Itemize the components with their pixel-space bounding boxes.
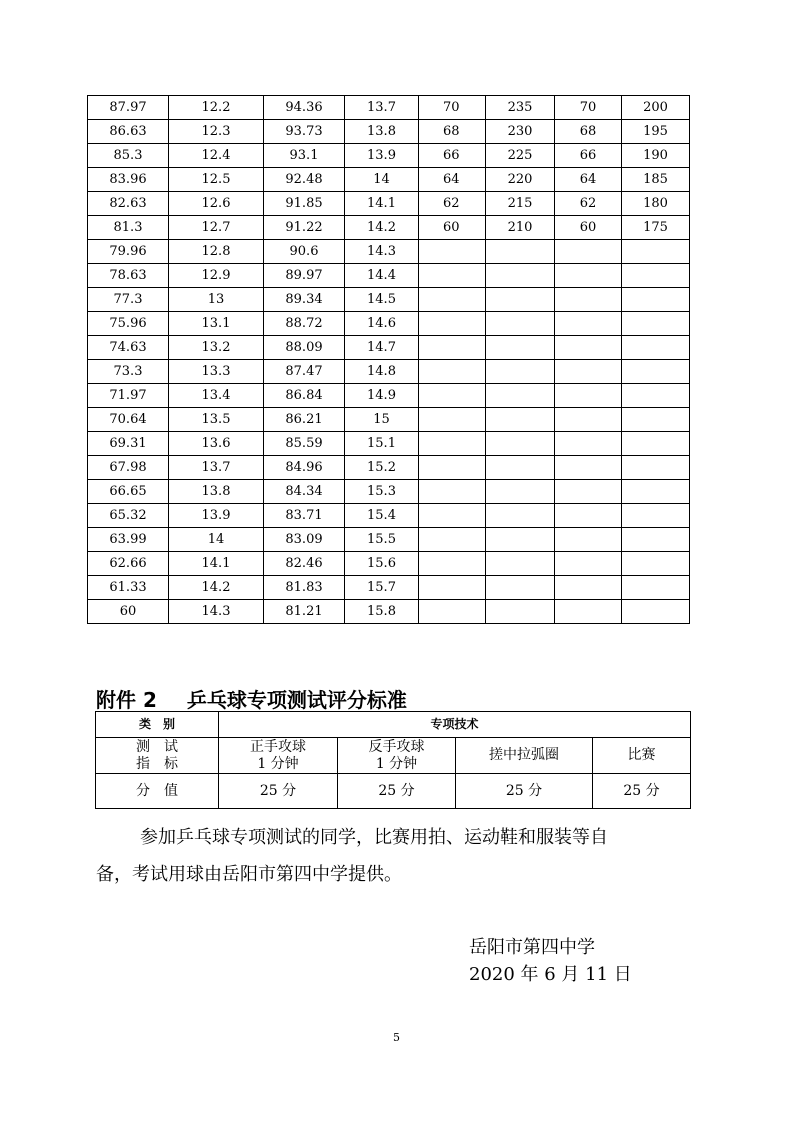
table-row [88, 360, 690, 384]
table-cell: 93.73 [264, 120, 345, 144]
table-cell: 185 [622, 168, 690, 192]
table-cell [486, 576, 555, 600]
table-cell [622, 480, 690, 504]
table-cell: 86.63 [88, 120, 169, 144]
table-cell: 89.97 [264, 264, 345, 288]
attachment-label: 附件 2 [96, 688, 157, 712]
table-cell: 70 [555, 96, 622, 120]
table-cell: 14 [345, 168, 419, 192]
score-label: 分 值 [96, 774, 219, 809]
table-row [88, 192, 690, 216]
signature-date: 2020 年 6 月 11 日 [469, 964, 632, 985]
table-cell [486, 312, 555, 336]
table-cell: 14.9 [345, 384, 419, 408]
table-cell [555, 240, 622, 264]
item-backhand [338, 738, 456, 774]
table-cell: 65.32 [88, 504, 169, 528]
table-cell: 88.72 [264, 312, 345, 336]
table-cell [555, 456, 622, 480]
table-cell: 195 [622, 120, 690, 144]
table-cell: 12.3 [169, 120, 264, 144]
table-cell: 60 [88, 600, 169, 624]
table-cell [419, 456, 486, 480]
item-loop [456, 738, 593, 774]
table-row [88, 576, 690, 600]
table-row [88, 120, 690, 144]
table-cell [486, 408, 555, 432]
table-row [88, 384, 690, 408]
table-cell: 13.7 [345, 96, 419, 120]
table-cell: 91.22 [264, 216, 345, 240]
table-cell: 75.96 [88, 312, 169, 336]
table-cell [486, 384, 555, 408]
table-cell: 91.85 [264, 192, 345, 216]
table-row [88, 288, 690, 312]
table-cell: 89.34 [264, 288, 345, 312]
table-cell: 13.9 [345, 144, 419, 168]
table-cell: 63.99 [88, 528, 169, 552]
table-cell: 77.3 [88, 288, 169, 312]
item-forehand-duration: 1 分钟 [257, 755, 299, 772]
table-row [88, 408, 690, 432]
table-cell: 83.09 [264, 528, 345, 552]
table-row [88, 96, 690, 120]
table-cell: 85.3 [88, 144, 169, 168]
table-cell: 13.2 [169, 336, 264, 360]
table-cell: 14.8 [345, 360, 419, 384]
table-cell: 15.2 [345, 456, 419, 480]
table-cell: 14.5 [345, 288, 419, 312]
table-cell: 15.8 [345, 600, 419, 624]
table-cell: 66.65 [88, 480, 169, 504]
table-cell [555, 288, 622, 312]
table-cell: 83.96 [88, 168, 169, 192]
table-cell: 84.96 [264, 456, 345, 480]
table-cell [555, 480, 622, 504]
table-cell [555, 264, 622, 288]
table-cell: 225 [486, 144, 555, 168]
table-cell: 190 [622, 144, 690, 168]
table-cell [555, 408, 622, 432]
table-cell: 62.66 [88, 552, 169, 576]
table-cell [622, 504, 690, 528]
table-cell: 87.97 [88, 96, 169, 120]
table-header-row [96, 712, 691, 738]
table-cell [419, 312, 486, 336]
score-value: 25 分 [219, 774, 338, 809]
item-match [593, 738, 691, 774]
table-cell [486, 456, 555, 480]
table-cell: 87.47 [264, 360, 345, 384]
table-cell [419, 360, 486, 384]
table-row [88, 456, 690, 480]
table-cell: 15.3 [345, 480, 419, 504]
table-cell: 14.3 [345, 240, 419, 264]
table-cell [486, 360, 555, 384]
item-forehand [219, 738, 338, 774]
table-row [88, 504, 690, 528]
table-cell: 13.8 [345, 120, 419, 144]
table-cell: 62 [555, 192, 622, 216]
table-cell [622, 264, 690, 288]
table-cell [419, 288, 486, 312]
table-cell: 93.1 [264, 144, 345, 168]
signature-org: 岳阳市第四中学 [469, 937, 595, 958]
table-cell: 14 [169, 528, 264, 552]
pingpong-standards-table [95, 711, 691, 809]
table-cell: 94.36 [264, 96, 345, 120]
table-cell [555, 552, 622, 576]
table-cell: 60 [555, 216, 622, 240]
indicator-label-line2: 指 标 [136, 755, 178, 772]
table-cell: 88.09 [264, 336, 345, 360]
table-cell: 81.83 [264, 576, 345, 600]
table-cell: 68 [419, 120, 486, 144]
table-cell: 13.8 [169, 480, 264, 504]
score-table [87, 95, 690, 624]
table-cell: 235 [486, 96, 555, 120]
table-cell [555, 432, 622, 456]
table-cell: 13.1 [169, 312, 264, 336]
indicator-row [96, 738, 691, 774]
table-cell: 220 [486, 168, 555, 192]
indicator-label [96, 738, 219, 774]
table-cell: 215 [486, 192, 555, 216]
notes-line-2: 备，考试用球由岳阳市第四中学提供。 [96, 864, 402, 885]
score-table-body [88, 96, 690, 624]
table-cell [622, 552, 690, 576]
table-cell [555, 360, 622, 384]
table-row [88, 240, 690, 264]
table-cell: 81.21 [264, 600, 345, 624]
table-cell: 86.84 [264, 384, 345, 408]
table-cell [486, 336, 555, 360]
table-cell [419, 528, 486, 552]
table-cell: 67.98 [88, 456, 169, 480]
table-cell [419, 264, 486, 288]
score-row [96, 774, 691, 809]
category-label: 类 别 [96, 712, 219, 738]
table-cell [486, 240, 555, 264]
table-cell [419, 504, 486, 528]
table-row [88, 336, 690, 360]
table-cell: 64 [419, 168, 486, 192]
score-value: 25 分 [338, 774, 456, 809]
table-cell [622, 432, 690, 456]
table-row [88, 216, 690, 240]
page-number: 5 [393, 1031, 400, 1044]
table-cell [419, 384, 486, 408]
table-row [88, 480, 690, 504]
table-cell: 13.4 [169, 384, 264, 408]
table-cell: 12.8 [169, 240, 264, 264]
table-cell: 15 [345, 408, 419, 432]
table-cell [486, 480, 555, 504]
table-row [88, 528, 690, 552]
table-cell [622, 312, 690, 336]
table-cell: 13.5 [169, 408, 264, 432]
table-cell [622, 456, 690, 480]
attachment-title: 乒乓球专项测试评分标准 [186, 688, 407, 712]
table-cell [622, 408, 690, 432]
table-cell [486, 288, 555, 312]
table-cell [486, 600, 555, 624]
table-row [88, 432, 690, 456]
table-cell [622, 600, 690, 624]
table-cell [555, 384, 622, 408]
table-cell [419, 336, 486, 360]
table-cell [486, 432, 555, 456]
table-cell: 74.63 [88, 336, 169, 360]
table-cell: 12.9 [169, 264, 264, 288]
table-row [88, 168, 690, 192]
table-cell: 13.7 [169, 456, 264, 480]
table-cell: 71.97 [88, 384, 169, 408]
group-header: 专项技术 [219, 712, 691, 738]
table-cell: 70 [419, 96, 486, 120]
table-cell [555, 312, 622, 336]
table-cell [419, 576, 486, 600]
table-cell: 13.6 [169, 432, 264, 456]
table-cell: 85.59 [264, 432, 345, 456]
table-cell [486, 504, 555, 528]
table-cell [622, 384, 690, 408]
table-cell: 86.21 [264, 408, 345, 432]
table-cell: 78.63 [88, 264, 169, 288]
table-cell: 90.6 [264, 240, 345, 264]
item-loop-name: 搓中拉弧圈 [489, 747, 559, 763]
table-cell: 12.2 [169, 96, 264, 120]
table-cell [622, 528, 690, 552]
table-cell [419, 408, 486, 432]
item-backhand-duration: 1 分钟 [375, 755, 418, 772]
table-cell [486, 264, 555, 288]
table-cell: 81.3 [88, 216, 169, 240]
table-cell: 175 [622, 216, 690, 240]
table-cell: 79.96 [88, 240, 169, 264]
table-cell [622, 288, 690, 312]
table-cell: 12.7 [169, 216, 264, 240]
table-cell [486, 552, 555, 576]
table-cell [555, 600, 622, 624]
table-cell: 61.33 [88, 576, 169, 600]
table-cell [555, 336, 622, 360]
table-cell: 12.6 [169, 192, 264, 216]
notes-line-1: 参加乒乓球专项测试的同学，比赛用拍、运动鞋和服装等自 [140, 827, 608, 848]
table-cell: 15.6 [345, 552, 419, 576]
table-cell: 14.6 [345, 312, 419, 336]
table-cell [486, 528, 555, 552]
table-cell [622, 336, 690, 360]
table-cell: 68 [555, 120, 622, 144]
table-cell: 15.5 [345, 528, 419, 552]
table-cell: 13.3 [169, 360, 264, 384]
table-cell: 62 [419, 192, 486, 216]
item-forehand-name: 正手攻球 [250, 738, 306, 755]
score-value: 25 分 [456, 774, 593, 809]
table-cell: 14.1 [169, 552, 264, 576]
table-cell: 12.5 [169, 168, 264, 192]
table-cell [555, 528, 622, 552]
table-cell: 84.34 [264, 480, 345, 504]
table-cell: 70.64 [88, 408, 169, 432]
table-row [88, 600, 690, 624]
table-cell [419, 432, 486, 456]
table-cell: 66 [555, 144, 622, 168]
table-cell: 230 [486, 120, 555, 144]
table-cell: 69.31 [88, 432, 169, 456]
indicator-label-line1: 测 试 [136, 738, 178, 755]
table-cell: 15.1 [345, 432, 419, 456]
table-cell [555, 504, 622, 528]
table-cell: 210 [486, 216, 555, 240]
table-cell: 66 [419, 144, 486, 168]
table-cell: 83.71 [264, 504, 345, 528]
table-cell: 14.3 [169, 600, 264, 624]
table-cell: 14.4 [345, 264, 419, 288]
table-cell: 73.3 [88, 360, 169, 384]
table-cell: 60 [419, 216, 486, 240]
table-cell: 15.4 [345, 504, 419, 528]
table-cell [419, 240, 486, 264]
table-row [88, 552, 690, 576]
item-match-name: 比赛 [627, 747, 656, 763]
table-cell: 64 [555, 168, 622, 192]
table-cell: 14.7 [345, 336, 419, 360]
table-cell [622, 240, 690, 264]
table-cell: 200 [622, 96, 690, 120]
table-cell: 15.7 [345, 576, 419, 600]
table-cell: 13 [169, 288, 264, 312]
table-row [88, 264, 690, 288]
table-cell: 82.46 [264, 552, 345, 576]
table-cell: 13.9 [169, 504, 264, 528]
table-cell [622, 360, 690, 384]
item-backhand-name: 反手攻球 [368, 738, 425, 755]
table-cell: 180 [622, 192, 690, 216]
table-cell [555, 576, 622, 600]
table-cell: 14.2 [345, 216, 419, 240]
score-value: 25 分 [593, 774, 691, 809]
table-cell [622, 576, 690, 600]
table-cell: 14.2 [169, 576, 264, 600]
table-cell: 82.63 [88, 192, 169, 216]
table-cell [419, 600, 486, 624]
table-row [88, 144, 690, 168]
table-row [88, 312, 690, 336]
attachment-heading [96, 684, 407, 713]
table-cell: 14.1 [345, 192, 419, 216]
table-cell [419, 480, 486, 504]
table-cell: 92.48 [264, 168, 345, 192]
table-cell [419, 552, 486, 576]
table-cell: 12.4 [169, 144, 264, 168]
